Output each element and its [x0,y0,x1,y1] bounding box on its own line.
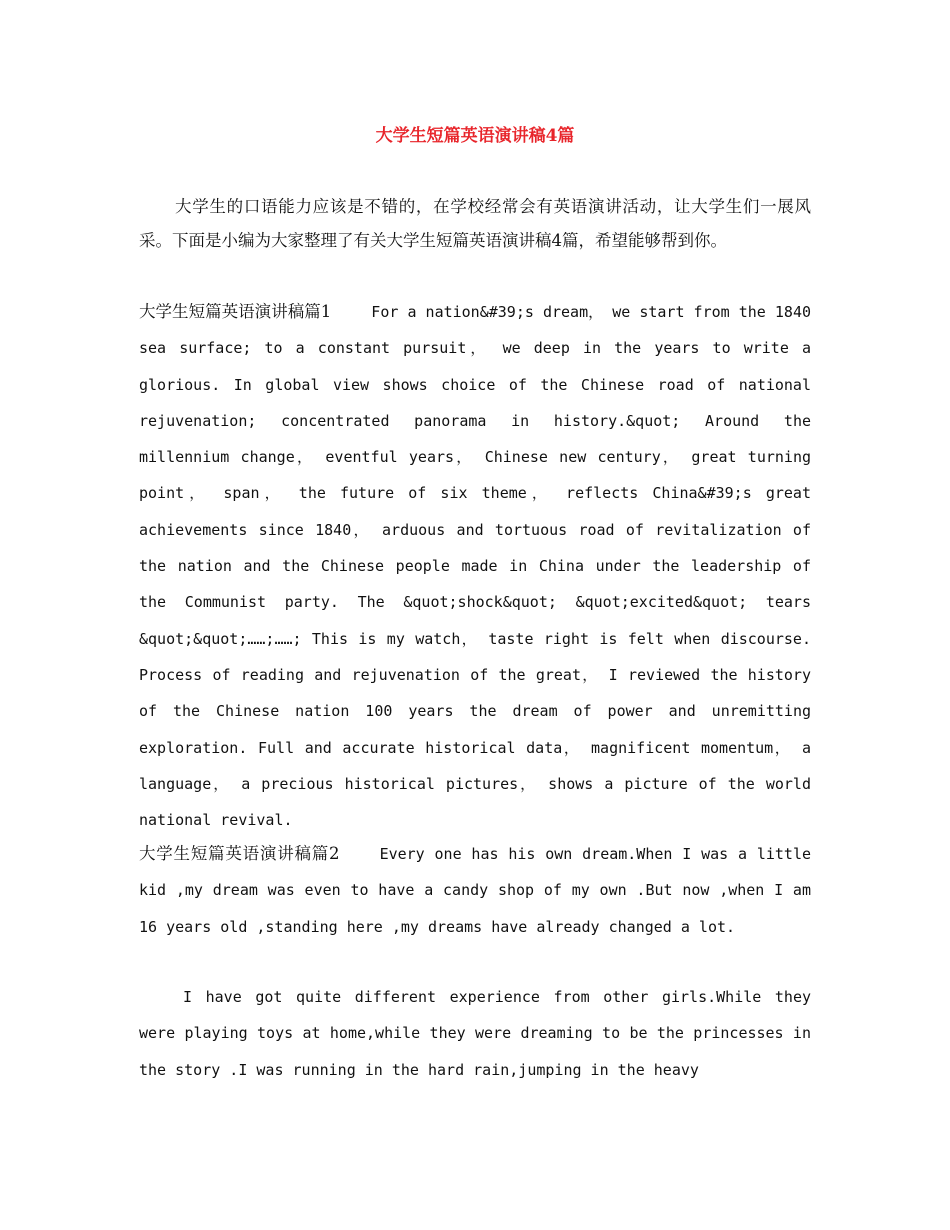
speech-1-heading: 大学生短篇英语演讲稿篇1 [139,302,332,321]
intro-paragraph: 大学生的口语能力应该是不错的，在学校经常会有英语演讲活动，让大学生们一展风采。下面是小编为大家整理了有关大学生短篇英语演讲稿4篇，希望能够帮到你。 [139,197,811,250]
speech-2-text: Every one has his own dream.When I was a little kid ,my dream was even to have a candy shop of my own .But now ,when I am 16 years old ,standing here ,my dreams have already changed a lot. [139,845,812,936]
document-title: 大学生短篇英语演讲稿4篇 [375,126,575,146]
speech-2-paragraph [139,836,811,945]
speech-1-text: For a nation&#39;s dream， we start from the 1840 sea surface; to a constant pursuit， we deep in the years to write a glorious. In global view shows choice of the Chinese road of national rejuvenation; concentrated panorama in history.&quot; Around the millennium change， eventful years， Chinese new century， great turning point， span， the future of six theme， reflects China&#39;s great achievements since 1840， arduous and tortuous road of revitalization of the nation and the Chinese people made in China under the leadership of the Communist party. The &quot;shock&quot; &quot;excited&quot; tears &quot;&quot;……;……; This is my watch， taste right is felt when discourse. Process of reading and rejuvenation of the great， I reviewed the history of the Chinese nation 100 years the dream of power and unremitting exploration. Full and accurate historical data， magnificent momentum， a language， a precious historical pictures， shows a picture of the world national revival. [139,303,812,830]
speech-2-heading: 大学生短篇英语演讲稿篇2 [139,844,340,863]
speech-2-paragraph-2: I have got quite different experience from other girls.While they were playing toys at home,while they were dreaming to be the princesses in the story .I was running in the hard rain,jumping in the heavy [139,988,811,1079]
speech-1-paragraph [139,294,811,838]
